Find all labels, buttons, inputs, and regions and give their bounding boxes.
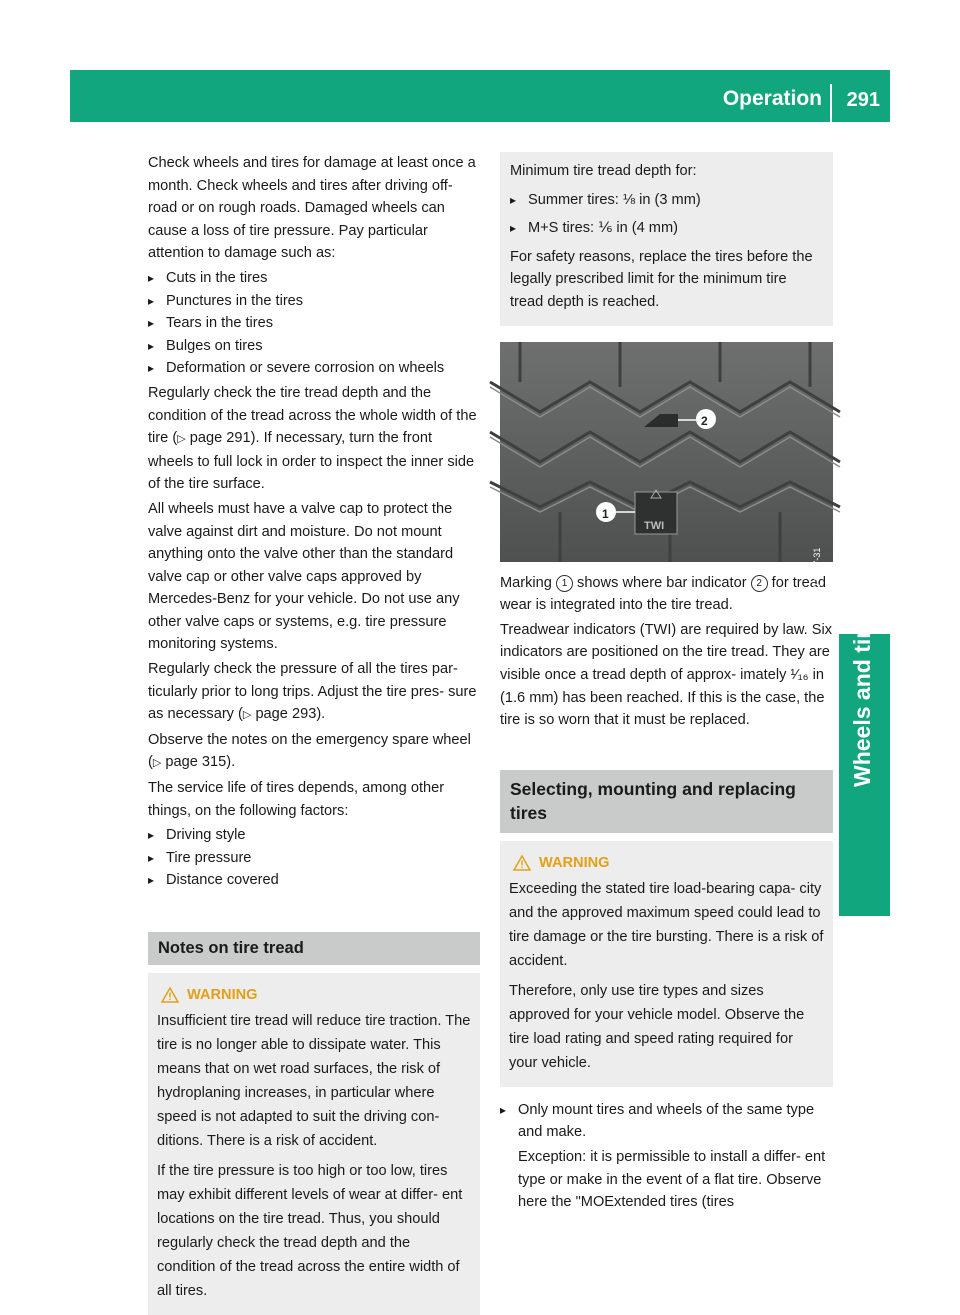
min-tread-note: For safety reasons, replace the tires before the legally prescribed limit for the minimum tire tread depth is reached. [510,248,813,310]
warning-title: WARNING [157,983,471,1007]
factors-list [148,824,480,892]
list-item: ▸ Cuts in the tires [148,267,480,290]
side-tab-label: Wheels and tires [849,604,875,787]
callout-1: 1 [602,506,609,521]
mount-exception: Exception: it is permissible to install a differ- ent type or make in the event of a flat tire. Observe here the "MOExtended tires (tires [518,1148,826,1211]
warning-text: Exceeding the stated tire load-bearing capa- city and the approved maximum speed could lead to tire damage or the tire bursting. There is a risk of accident. [509,880,824,969]
min-tread-list [510,189,823,240]
twi-label: TWI [644,519,665,532]
list-item: ▸ Only mount tires and wheels of the same type and make. Exception: it is permissible to install a differ- ent type or make in the event of a flat tire. Observe here the "MOExtended tires (tires [500,1099,833,1214]
mount-list [500,1099,833,1214]
page-number: 291 [846,89,880,111]
pressure-paragraph: Regularly check the pressure of all the tires par- ticularly prior to long trips. Adjust the tire pres- sure as necessary (▷ page 293). [148,661,477,723]
damage-list [148,267,480,380]
min-tread-title: Minimum tire tread depth for: [510,163,697,179]
page-reference-link[interactable]: page 315 [165,754,227,771]
list-item: ▸ Tire pressure [148,847,480,870]
list-item: ▸ Driving style [148,824,480,847]
warning-text: Insufficient tire tread will reduce tire traction. The tire is no longer able to dissipate water. This means that on wet road surfaces, the risk of hydroplaning increases, in particular where speed is not adapted to suit the driving con- ditions. There is a risk of accident. [157,1013,471,1149]
list-item: ▸ Summer tires: ⅛ in (3 mm) [510,189,823,212]
section-heading-selecting-tires: Selecting, mounting and replacing tires [500,770,833,833]
warning-box [148,973,480,1315]
list-item: ▸ M+S tires: ⅙ in (4 mm) [510,217,823,240]
section-heading-tire-tread: Notes on tire tread [148,932,480,965]
list-item: ▸ Tears in the tires [148,312,480,335]
list-item: ▸ Punctures in the tires [148,290,480,313]
page-ref-arrow-icon: ▷ [152,757,162,770]
left-column [148,152,480,1315]
warning-triangle-icon [161,987,179,1003]
marking-paragraph: Marking 1 shows where bar indicator 2 for tread wear is integrated into the tire tread. [500,574,827,614]
callout-ref-1: 1 [556,575,573,592]
warning-text: Therefore, only use tire types and sizes approved for your vehicle model. Observe the tire load rating and speed rating required for your vehicle. [509,982,805,1071]
warning-text: If the tire pressure is too high or too low, tires may exhibit different levels of wear at differ- ent locations on the tire tread. Thus, you should regularly check the tread depth and the condition of the tread across the entire width of all tires. [157,1163,463,1299]
tire-tread-illustration [500,342,833,562]
page-reference-link[interactable]: page 293 [255,706,317,723]
service-life-paragraph: The service life of tires depends, among other things, on the following factors: [148,780,445,819]
twi-paragraph: Treadwear indicators (TWI) are required by law. Six indicators are positioned on the tire tread. They are visible once a tread depth of approx- imately ¹⁄₁₆ in (1.6 mm) has been reached. If this is the case, the tire is so worn that it must be replaced. [500,621,832,729]
page-ref-arrow-icon: ▷ [242,709,252,722]
callout-ref-2: 2 [751,575,768,592]
warning-title: WARNING [509,851,824,875]
callout-2: 2 [701,413,708,428]
page-ref-arrow-icon: ▷ [177,433,186,446]
warning-triangle-icon [513,855,531,871]
min-tread-box [500,152,833,326]
header-title: Operation [722,87,822,110]
list-item: ▸ Distance covered [148,869,480,892]
page-reference-link[interactable]: page 291 [189,430,251,447]
right-column [500,152,833,1216]
spare-wheel-paragraph: Observe the notes on the emergency spare wheel (▷ page 315). [148,731,471,771]
figure-reference: P40.10-6977-31 [812,547,823,613]
intro-paragraph: Check wheels and tires for damage at least once a month. Check wheels and tires after driving off-road or on rough roads. Damaged wheels can cause a loss of tire pressure. Pay particular attention to damage such as: [148,155,476,262]
header-divider [830,84,832,122]
valve-cap-paragraph: All wheels must have a valve cap to protect the valve against dirt and moisture. Do not mount anything onto the valve other than the standard valve cap or other valve caps approved by Mercedes-Benz for your vehicle. Do not use any other valve caps or systems, e.g. tire pressure monitoring systems. [148,500,460,653]
header-bar [70,70,890,122]
tread-check-paragraph: Regularly check the tire tread depth and the condition of the tread across the whole width of the tire (▷ page 291). If necessary, turn the front wheels to full lock in order to inspect the inner side of the tire surface. [148,384,477,493]
warning-box [500,841,833,1087]
side-tab-marker [839,859,890,916]
list-item: ▸ Bulges on tires [148,335,480,358]
list-item: ▸ Deformation or severe corrosion on wheels [148,357,480,380]
